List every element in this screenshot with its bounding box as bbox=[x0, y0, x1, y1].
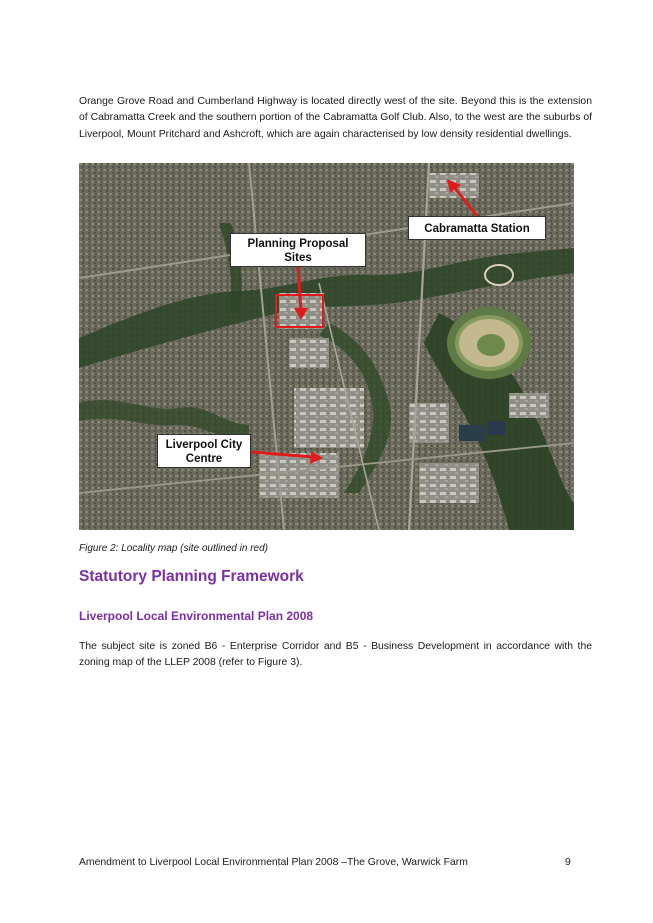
locality-map bbox=[79, 163, 574, 530]
zoning-paragraph: The subject site is zoned B6 - Enterprise Corridor and B5 - Business Development in accordance with the zoning map of the LLEP 2008 (refer to Figure 3). bbox=[79, 641, 592, 669]
intro-paragraph: Orange Grove Road and Cumberland Highway is located directly west of the site. Beyond this is the extension of Cabramatta Creek and the southern portion of the Cabramatta Golf Club. Also, to the west are the suburbs of Liverpool, Mount Pritchard and Ashcroft, which are again characterised by low density residential dwellings. bbox=[79, 96, 592, 140]
label-planning-proposal-sites: Planning Proposal Sites bbox=[230, 233, 366, 267]
footer-text: Amendment to Liverpool Local Environmental Plan 2008 –The Grove, Warwick Farm bbox=[79, 857, 468, 868]
label-liverpool-city-centre: Liverpool City Centre bbox=[157, 434, 251, 468]
page-number: 9 bbox=[565, 857, 571, 868]
figure-caption: Figure 2: Locality map (site outlined in red) bbox=[79, 543, 268, 554]
label-cabramatta-station: Cabramatta Station bbox=[408, 216, 546, 240]
subsection-heading: Liverpool Local Environmental Plan 2008 bbox=[79, 609, 314, 623]
section-heading: Statutory Planning Framework bbox=[79, 568, 304, 585]
